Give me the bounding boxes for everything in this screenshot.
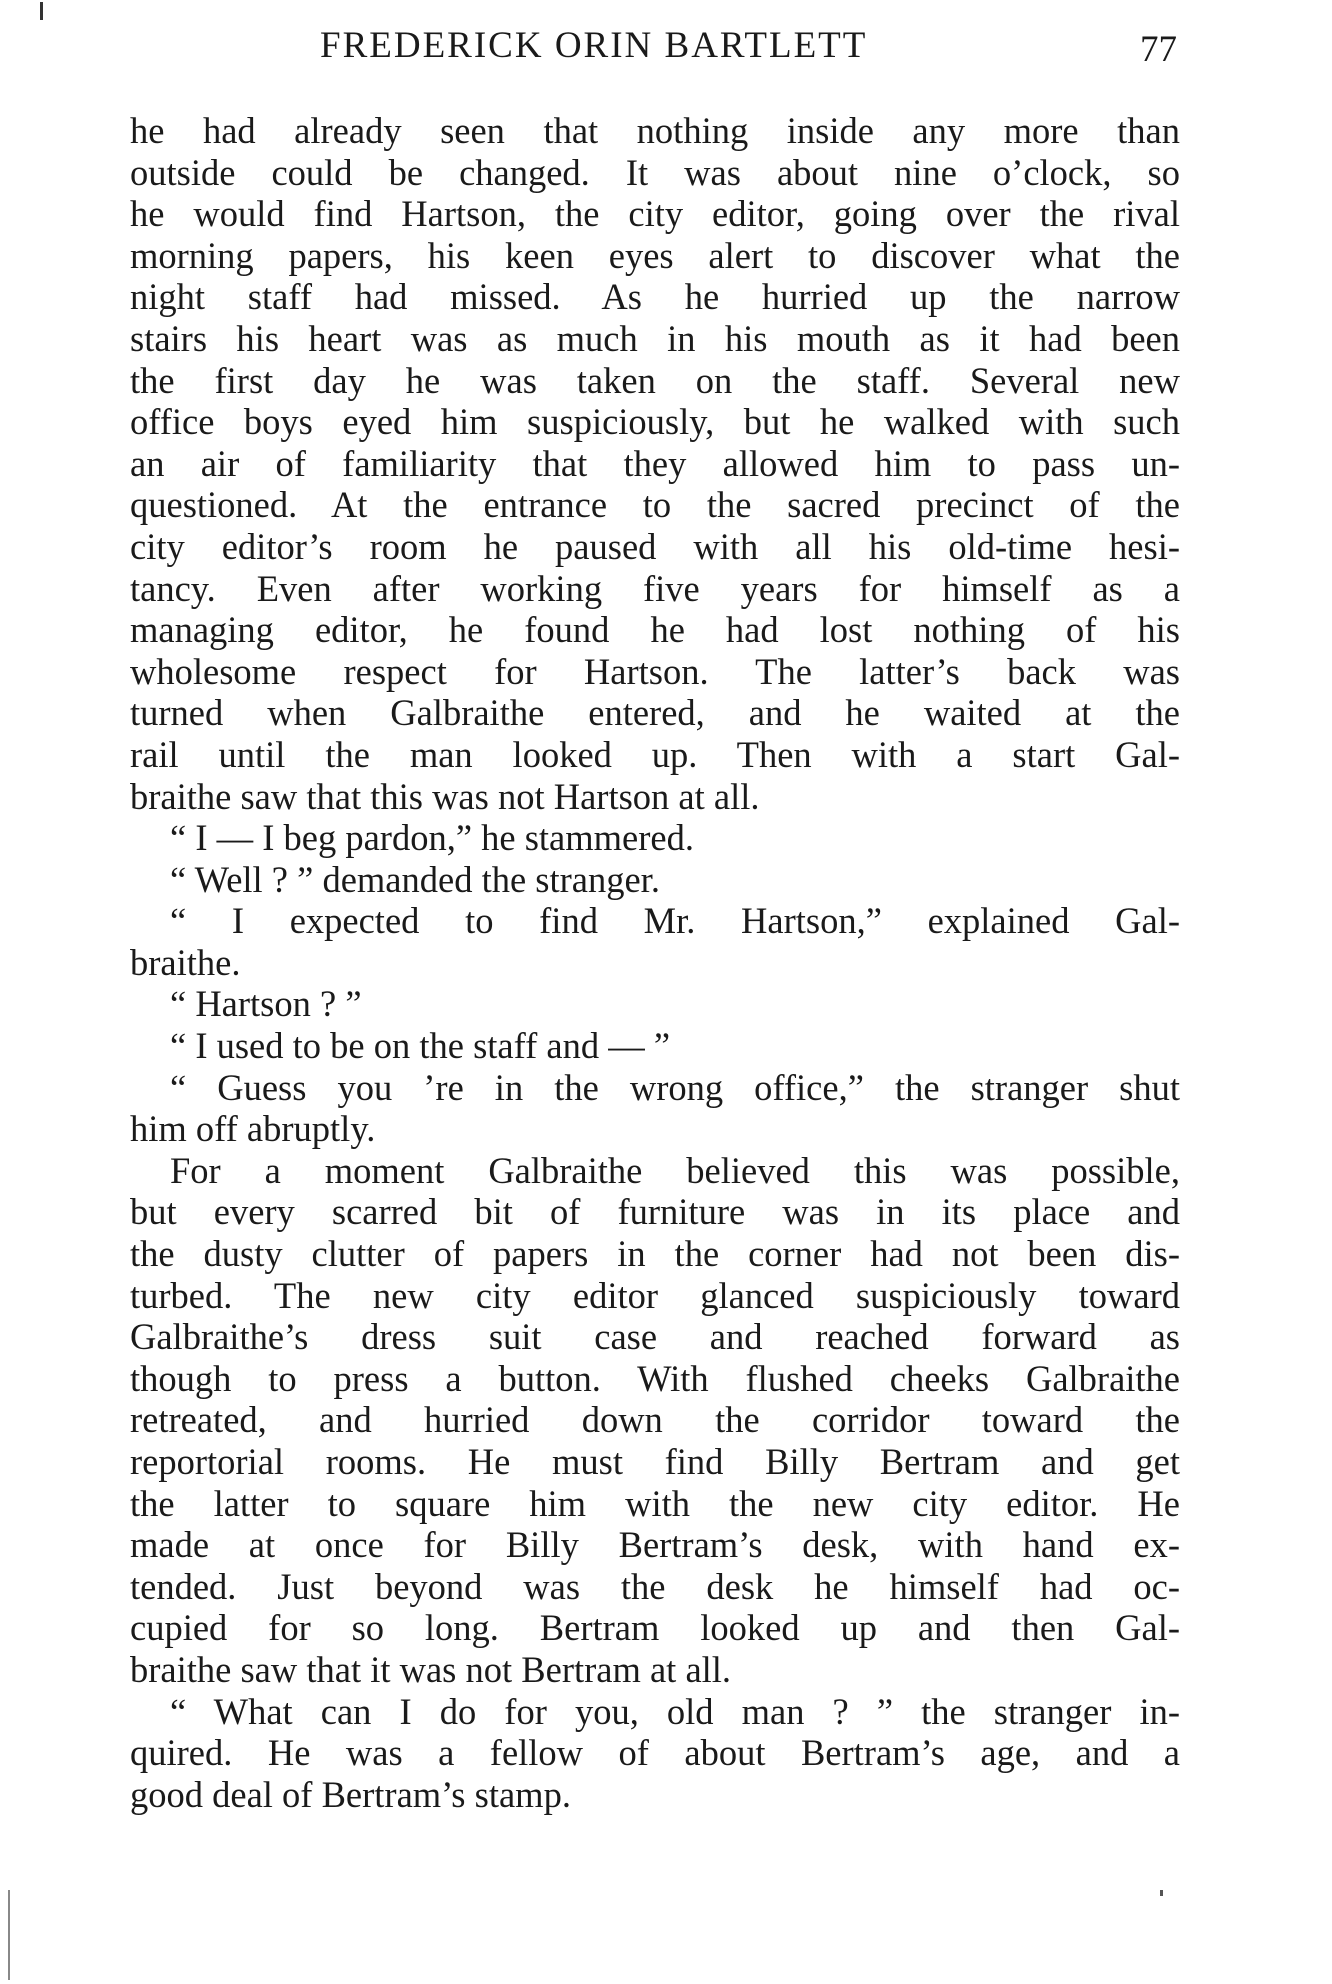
text-line: “ I expected to find Mr. Hartson,” explained Gal-	[170, 900, 1180, 942]
text-line: office boys eyed him suspiciously, but he walked with such	[130, 401, 1180, 443]
text-line: “ Hartson ? ”	[170, 983, 362, 1025]
text-line: stairs his heart was as much in his mouth as it had been	[130, 317, 1180, 359]
text-line: Galbraithe’s dress suit case and reached forward as	[130, 1316, 1180, 1358]
text-line: he would find Hartson, the city editor, going over the rival	[130, 193, 1180, 235]
text-line: outside could be changed. It was about nine o’clock, so	[130, 151, 1180, 193]
text-line: good deal of Bertram’s stamp.	[130, 1773, 571, 1815]
text-line: night staff had missed. As he hurried up the narrow	[130, 276, 1180, 318]
text-line: him off abruptly.	[130, 1108, 376, 1150]
page-edge-line	[8, 1890, 10, 1980]
text-line: the first day he was taken on the staff. Several new	[130, 359, 1180, 401]
text-line: cupied for so long. Bertram looked up and then Gal-	[130, 1607, 1180, 1649]
text-line: he had already seen that nothing inside any more than	[130, 110, 1180, 151]
text-line: retreated, and hurried down the corridor toward the	[130, 1399, 1180, 1441]
text-line: though to press a button. With flushed cheeks Galbraithe	[130, 1357, 1180, 1399]
page-number: 77	[1140, 29, 1177, 70]
text-line: turbed. The new city editor glanced suspiciously toward	[130, 1274, 1180, 1316]
text-line: For a moment Galbraithe believed this was possible,	[170, 1149, 1180, 1191]
text-line: “ Well ? ” demanded the stranger.	[170, 858, 660, 900]
text-line: questioned. At the entrance to the sacred precinct of the	[130, 484, 1180, 526]
text-line: turned when Galbraithe entered, and he waited at the	[130, 692, 1180, 734]
text-line: reportorial rooms. He must find Billy Bertram and get	[130, 1441, 1180, 1482]
running-head: FREDERICK ORIN BARTLETT	[320, 25, 868, 66]
page-header	[0, 24, 1332, 84]
text-line: “ I used to be on the staff and — ”	[170, 1025, 671, 1067]
text-line: tancy. Even after working five years for himself as a	[130, 567, 1180, 609]
text-line: made at once for Billy Bertram’s desk, with hand ex-	[130, 1524, 1180, 1566]
text-line: the latter to square him with the new city editor. He	[130, 1482, 1180, 1524]
text-line: morning papers, his keen eyes alert to discover what the	[130, 234, 1180, 276]
text-line: city editor’s room he paused with all his old-time hesi-	[130, 525, 1180, 567]
text-line: managing editor, he found he had lost nothing of his	[130, 609, 1180, 651]
text-line: braithe.	[130, 941, 241, 983]
text-line: braithe saw that it was not Bertram at all.	[130, 1648, 732, 1690]
text-line: tended. Just beyond was the desk he himself had oc-	[130, 1565, 1180, 1607]
text-line: braithe saw that this was not Hartson at all.	[130, 775, 760, 817]
text-line: “ I — I beg pardon,” he stammered.	[170, 817, 694, 859]
text-line: rail until the man looked up. Then with a start Gal-	[130, 733, 1180, 775]
text-line: “ Guess you ’re in the wrong office,” the stranger shut	[170, 1066, 1180, 1108]
text-line: wholesome respect for Hartson. The latter’s back was	[130, 650, 1180, 692]
text-line: but every scarred bit of furniture was in its place and	[130, 1191, 1180, 1233]
speck-mark	[1160, 1890, 1163, 1896]
text-line: an air of familiarity that they allowed him to pass un-	[130, 442, 1180, 484]
text-line: the dusty clutter of papers in the corner had not been dis-	[130, 1233, 1180, 1275]
printer-mark	[40, 2, 43, 20]
text-line: “ What can I do for you, old man ? ” the stranger in-	[170, 1690, 1180, 1732]
body-text	[130, 110, 1180, 1815]
text-line: quired. He was a fellow of about Bertram’s age, and a	[130, 1732, 1180, 1774]
